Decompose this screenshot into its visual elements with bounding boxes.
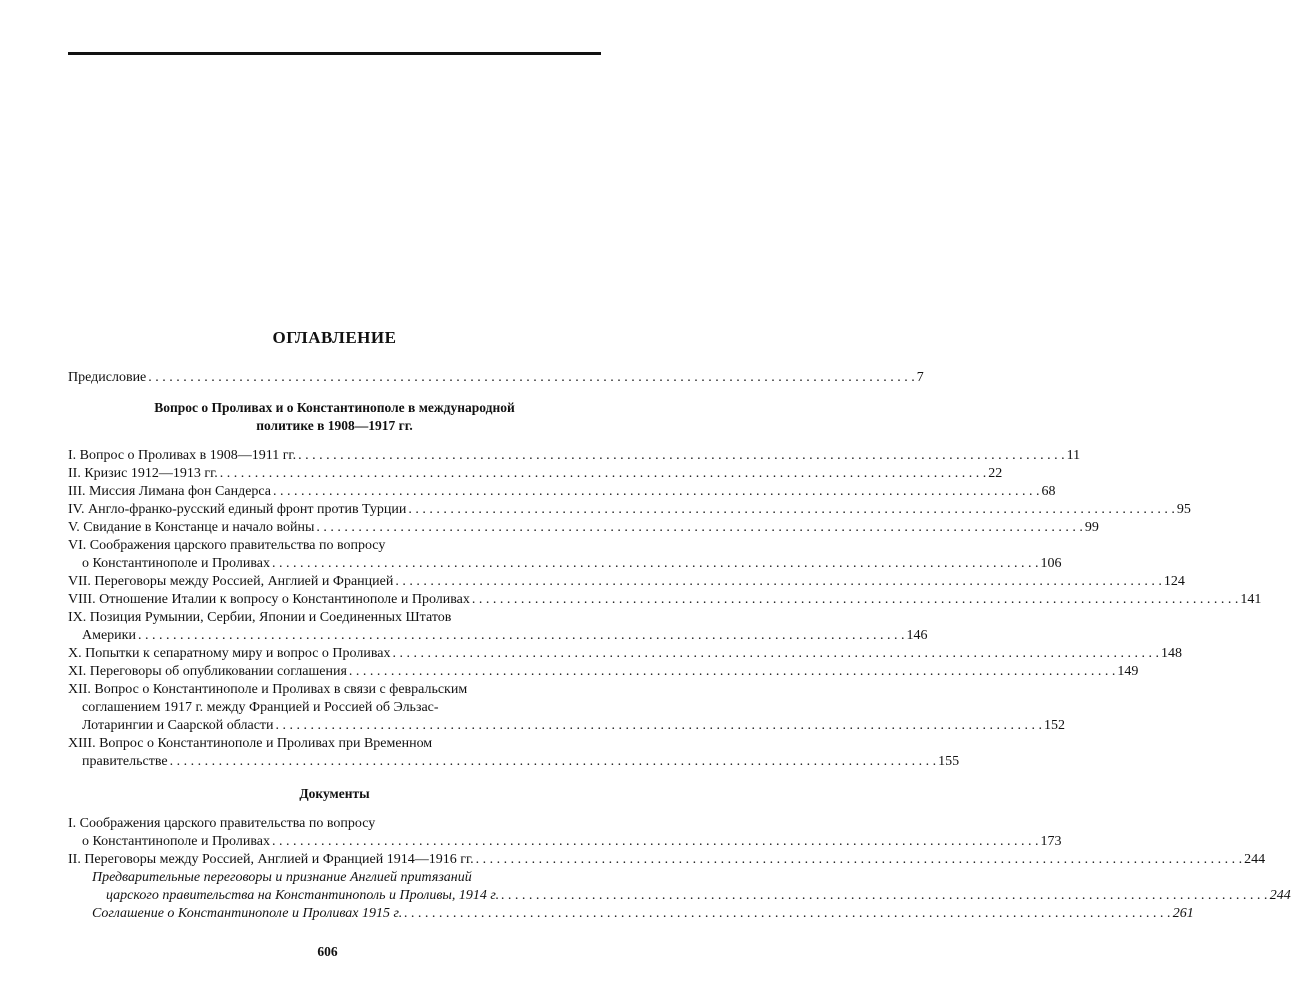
dot-leader xyxy=(272,555,1039,573)
toc-entry-page: 149 xyxy=(1117,664,1139,679)
toc-entry-page: 146 xyxy=(906,628,928,643)
toc-entry-title: II. Переговоры между Россией, Англией и Францией 1914—1916 гг. xyxy=(68,852,474,867)
toc-entry-preface xyxy=(68,369,924,387)
toc-entry-title: Предисловие xyxy=(68,370,147,385)
toc-entry-page: 155 xyxy=(938,754,960,769)
dot-leader xyxy=(316,519,1083,537)
subdocument-list xyxy=(68,869,1291,923)
toc-entry-page: 244 xyxy=(1269,888,1291,903)
toc-entry-page: 261 xyxy=(1172,906,1194,921)
toc-entry xyxy=(68,851,1266,869)
toc-entry-page: 141 xyxy=(1240,592,1262,607)
toc-entry-page: 173 xyxy=(1040,834,1062,849)
toc-entry xyxy=(68,663,1139,681)
toc-entry-title: правительстве xyxy=(82,754,168,769)
section-heading-line: политике в 1908—1917 гг. xyxy=(256,418,413,433)
toc-entry xyxy=(68,735,960,771)
dot-leader xyxy=(273,483,1040,501)
toc-entry-title: Предварительные переговоры и признание Англией притязаний xyxy=(92,870,472,885)
toc-entry-page: 124 xyxy=(1163,574,1185,589)
toc-entry-page: 244 xyxy=(1244,852,1266,867)
toc-entry xyxy=(68,537,1062,573)
toc-entry-title: III. Миссия Лимана фон Сандерса xyxy=(68,484,271,499)
dot-leader xyxy=(404,905,1171,923)
toc-entry-title: II. Кризис 1912—1913 гг. xyxy=(68,466,218,481)
toc-entry xyxy=(68,869,1291,905)
toc-entry xyxy=(68,483,1056,501)
dot-leader xyxy=(476,851,1243,869)
toc-entry-title: I. Соображения царского правительства по вопросу xyxy=(68,816,376,831)
toc-entry xyxy=(68,645,1182,663)
section-heading-straits xyxy=(68,399,601,435)
toc-entry-title: Америки xyxy=(82,628,136,643)
toc-entry-page: 7 xyxy=(916,370,924,385)
toc-entry-title: VII. Переговоры между Россией, Англией и Францией xyxy=(68,574,394,589)
toc-entry-title: Соглашение о Константинополе и Проливах 1915 г. xyxy=(92,906,403,921)
dot-leader xyxy=(392,645,1159,663)
toc-entry-page: 11 xyxy=(1066,448,1081,463)
section-heading-line: Вопрос о Проливах и о Константинополе в международной xyxy=(154,400,515,415)
toc-entry xyxy=(68,447,1081,465)
dot-leader xyxy=(138,627,905,645)
dot-leader xyxy=(472,591,1239,609)
toc-entry-page: 22 xyxy=(988,466,1003,481)
toc-entry xyxy=(68,573,1185,591)
page-number: 606 xyxy=(317,944,338,959)
dot-leader xyxy=(148,369,915,387)
toc-entry-title: IX. Позиция Румынии, Сербии, Японии и Соединенных Штатов xyxy=(68,610,452,625)
toc-entry-title: XIII. Вопрос о Константинополе и Проливах при Временном xyxy=(68,736,433,751)
toc-entry-page: 99 xyxy=(1084,520,1099,535)
toc-entry xyxy=(68,591,1262,609)
toc-entry xyxy=(68,681,1066,735)
section-heading-documents: Документы xyxy=(299,786,370,801)
toc-entry-page: 68 xyxy=(1041,484,1056,499)
dot-leader xyxy=(272,833,1039,851)
toc-entry-title: о Константинополе и Проливах xyxy=(82,556,270,571)
dot-leader xyxy=(298,447,1065,465)
dot-leader xyxy=(220,465,987,483)
dot-leader xyxy=(501,887,1268,905)
toc-entry-title: Лотарингии и Саарской области xyxy=(82,718,274,733)
toc-entry-title: XI. Переговоры об опубликовании соглашения xyxy=(68,664,347,679)
toc-entry-title: соглашением 1917 г. между Францией и Россией об Эльзас- xyxy=(82,700,439,715)
dot-leader xyxy=(276,717,1043,735)
dot-leader xyxy=(408,501,1175,519)
toc-entry xyxy=(68,501,1191,519)
toc-entry-title: IV. Англо-франко-русский единый фронт против Турции xyxy=(68,502,407,517)
toc-entry-title: V. Свидание в Констанце и начало войны xyxy=(68,520,315,535)
dot-leader xyxy=(349,663,1116,681)
dot-leader xyxy=(395,573,1162,591)
toc-entry xyxy=(68,905,1194,923)
toc-entry-page: 95 xyxy=(1176,502,1191,517)
toc-entry-page: 106 xyxy=(1040,556,1062,571)
toc-entry xyxy=(68,815,1062,851)
toc-entry xyxy=(68,465,1003,483)
toc-entry-title: X. Попытки к сепаратному миру и вопрос о Проливах xyxy=(68,646,391,661)
toc-entry-title: I. Вопрос о Проливах в 1908—1911 гг. xyxy=(68,448,297,463)
toc-entry-title: о Константинополе и Проливах xyxy=(82,834,270,849)
toc-entry-page: 152 xyxy=(1044,718,1066,733)
dot-leader xyxy=(170,753,937,771)
toc-entry-title: VI. Соображения царского правительства по вопросу xyxy=(68,538,386,553)
toc-entry-page: 148 xyxy=(1160,646,1182,661)
toc-entry-title: XII. Вопрос о Константинополе и Проливах в связи с февральским xyxy=(68,682,468,697)
toc-heading: ОГЛАВЛЕНИЕ xyxy=(272,328,397,347)
toc-entry xyxy=(68,519,1099,537)
toc-entry-title: царского правительства на Константинополь и Проливы, 1914 г. xyxy=(106,888,500,903)
toc-entry xyxy=(68,609,928,645)
toc-entry-title: VIII. Отношение Италии к вопросу о Константинополе и Проливах xyxy=(68,592,470,607)
top-rule xyxy=(68,52,601,55)
table-of-contents xyxy=(68,328,1291,923)
chapter-list xyxy=(68,447,1262,771)
document-list xyxy=(68,815,1266,869)
